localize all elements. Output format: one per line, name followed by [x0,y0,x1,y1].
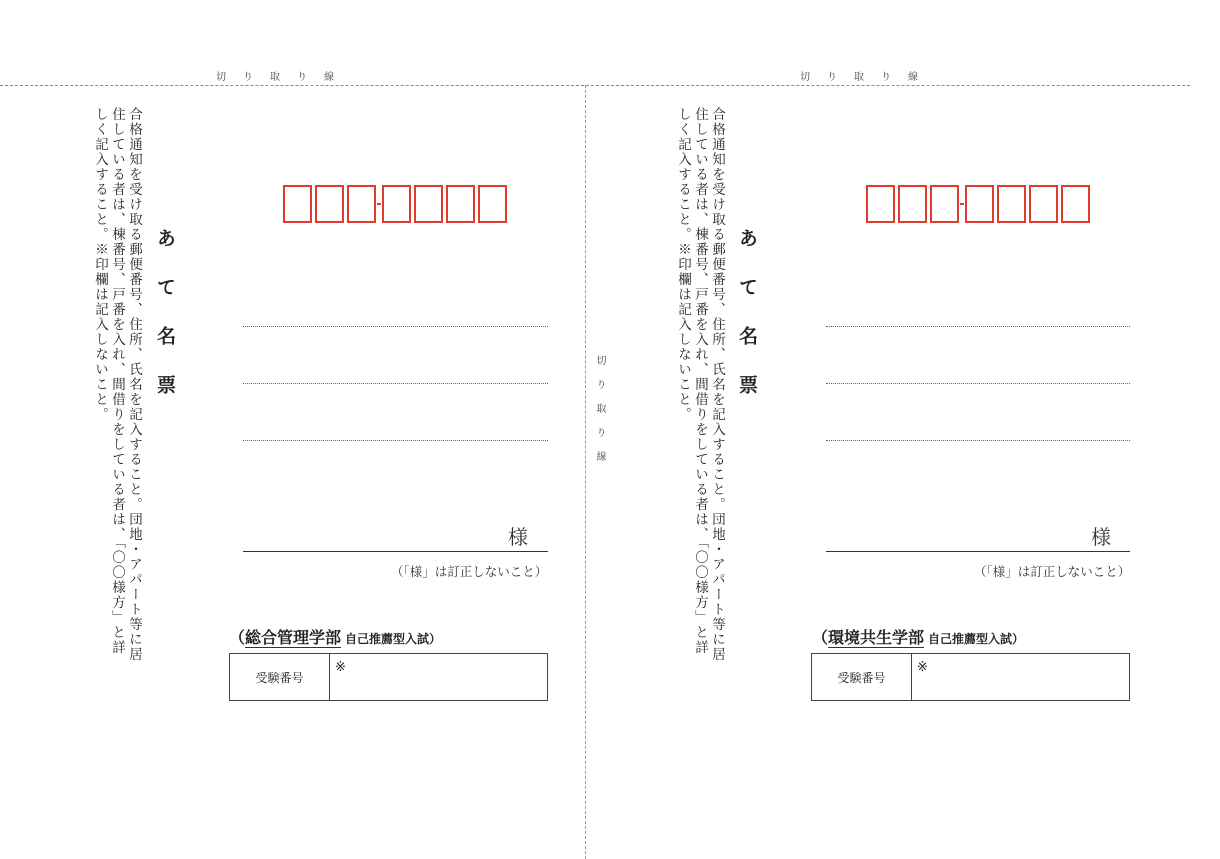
card-title: あて名票 [154,228,176,424]
address-line-1[interactable] [826,326,1130,327]
faculty-open-paren: （ [812,628,829,647]
exam-number-label: 受験番号 [230,654,330,700]
postal-digit-box[interactable] [382,185,411,223]
honorific-note: （「様」は訂正しないこと） [974,564,1131,579]
postal-digit-box[interactable] [1061,185,1090,223]
exam-number-field[interactable]: ※ [917,660,928,675]
exam-number-field[interactable]: ※ [335,660,346,675]
postal-digit-box[interactable] [898,185,927,223]
exam-number-table [229,653,548,701]
postal-digit-box[interactable] [446,185,475,223]
cut-label-right: 切り取り線 [800,72,935,83]
postal-digit-box[interactable] [1029,185,1058,223]
address-line-3[interactable] [243,440,548,441]
notice-text: 合格通知を受け取る郵便番号、住所、氏名を記入すること。団地・アパート等に居住している者は、棟番号、戸番を入れ、間借りをしている者は、「〇〇様方」と詳しく記入すること。※印欄は記入しないこと。 [675,107,725,662]
faculty-heading [812,625,1024,648]
address-line-2[interactable] [826,383,1130,384]
honorific-sama: 様 [508,525,528,549]
name-line[interactable] [826,551,1130,552]
postal-digit-box[interactable] [347,185,376,223]
postal-digit-box[interactable] [283,185,312,223]
exam-type: 自己推薦型入試） [928,632,1025,646]
honorific-note: （「様」は訂正しないこと） [391,564,548,579]
postal-code-boxes[interactable] [283,185,510,223]
postal-digit-box[interactable] [997,185,1026,223]
faculty-heading [229,625,441,648]
notice-text: 合格通知を受け取る郵便番号、住所、氏名を記入すること。団地・アパート等に居住している者は、棟番号、戸番を入れ、間借りをしている者は、「〇〇様方」と詳しく記入すること。※印欄は記入しないこと。 [92,107,142,662]
cut-label-vertical: 切り取り線 [594,355,605,475]
card-title: あて名票 [736,228,758,424]
faculty-name: 環境共生学部 [828,628,925,647]
cut-label-left: 切り取り線 [216,72,351,83]
postal-digit-box[interactable] [414,185,443,223]
postal-digit-box[interactable] [866,185,895,223]
exam-number-label: 受験番号 [812,654,912,700]
address-line-3[interactable] [826,440,1130,441]
postal-hyphen [377,203,381,205]
address-line-2[interactable] [243,383,548,384]
exam-type: 自己推薦型入試） [345,632,442,646]
postal-digit-box[interactable] [930,185,959,223]
postal-code-boxes[interactable] [866,185,1093,223]
faculty-open-paren: （ [229,628,246,647]
honorific-sama: 様 [1091,525,1111,549]
postal-digit-box[interactable] [965,185,994,223]
address-line-1[interactable] [243,326,548,327]
postal-hyphen [960,203,964,205]
exam-number-table [811,653,1130,701]
postal-digit-box[interactable] [315,185,344,223]
postal-digit-box[interactable] [478,185,507,223]
faculty-name: 総合管理学部 [245,628,342,647]
name-line[interactable] [243,551,548,552]
